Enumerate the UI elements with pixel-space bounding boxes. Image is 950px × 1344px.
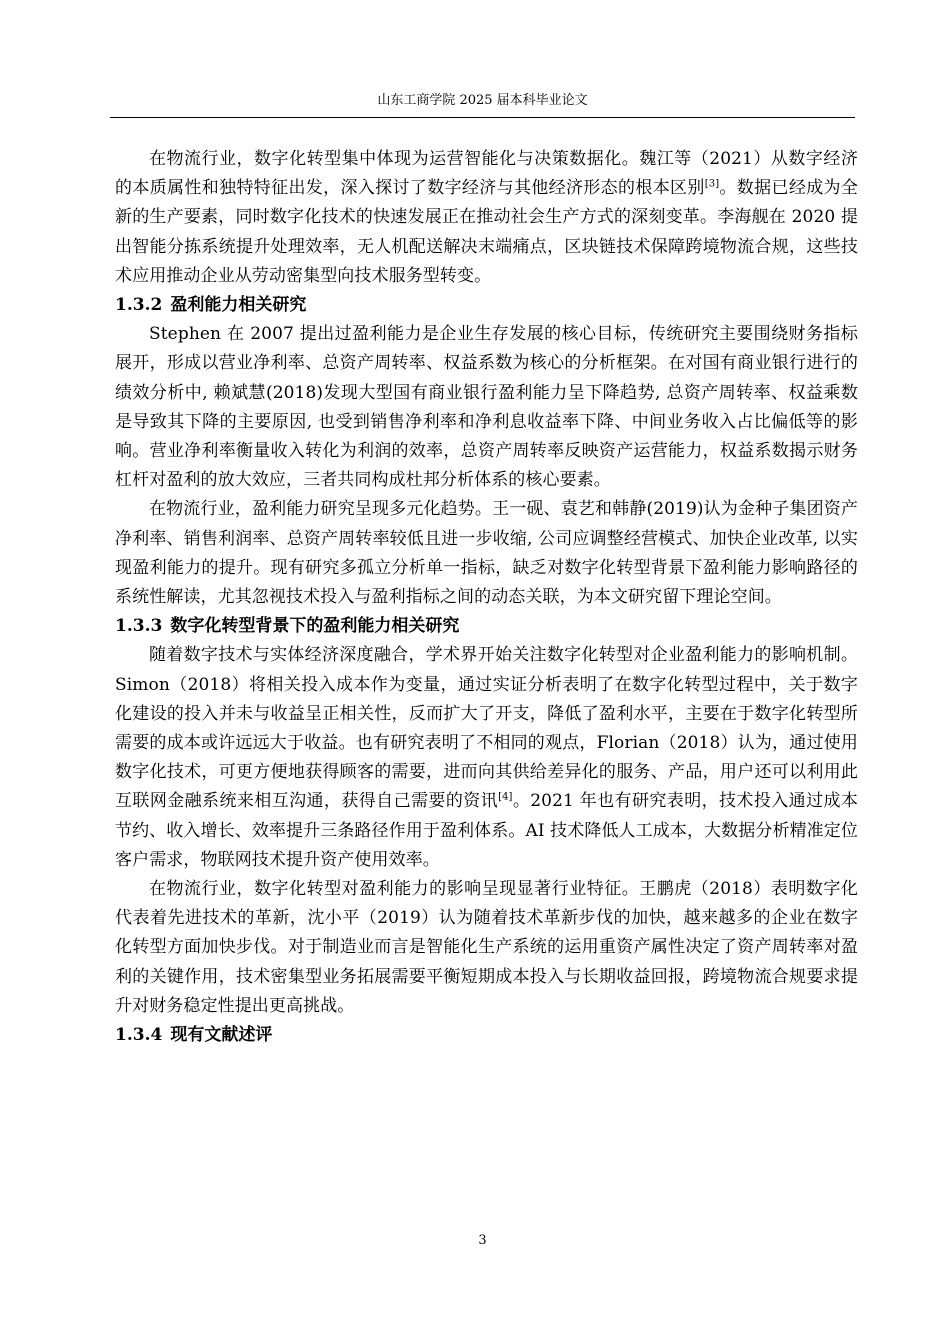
paragraph-text: 。数据已经成为全新的生产要素，同时数字化技术的快速发展正在推动社会生产方式的深刻变革。李海舰在 2020 提出智能分拣系统提升处理效率，无人机配送解决末端痛点，区块链技术保障跨境物流合规，这些技术应用推动企业从劳动密集型向技术服务型转变。 bbox=[115, 178, 858, 286]
paragraph-text: 在物流行业，数字化转型集中体现为运营智能化与决策数据化。魏江等（2021）从数字经济的本质属性和独特特征出发，深入探讨了数字经济与其他经济形态的根本区别 bbox=[115, 149, 858, 199]
section-title: 数字化转型背景下的盈利能力相关研究 bbox=[170, 616, 460, 637]
paragraph-3: 在物流行业，盈利能力研究呈现多元化趋势。王一砚、袁艺和韩静(2019)认为金种子集团资产净利率、销售利润率、总资产周转率较低且进一步收缩, 公司应调整经营模式、加快企业改革, 以实现盈利能力的提升。现有研究多孤立分析单一指标，缺乏对数字化转型背景下盈利能力影响路径的系统性解读，尤其忽视技术投入与盈利指标之间的动态关联，为本文研究留下理论空间。 bbox=[115, 499, 858, 608]
paragraph-text: 。2021 年也有研究表明，技术投入通过成本节约、收入增长、效率提升三条路径作用于盈利体系。AI 技术降低人工成本，大数据分析精准定位客户需求，物联网技术提升资产使用效率。 bbox=[115, 791, 859, 870]
paragraph-text: 随着数字技术与实体经济深度融合，学术界开始关注数字化转型对企业盈利能力的影响机制。Simon（2018）将相关投入成本作为变量，通过实证分析表明了在数字化转型过程中，关于数字化建设的投入并未与收益呈正相关性，反而扩大了开支，降低了盈利水平，主要在于数字化转型所需要的成本或许远远大于收益。也有研究表明了不相同的观点，Florian（2018）认为，通过使用数字化技术，可更方便地获得顾客的需要，进而向其供给差异化的服务、产品，用户还可以利用此互联网金融系统来相互沟通，获得自己需要的资讯 bbox=[115, 645, 858, 812]
section-heading-1-3-4 bbox=[115, 1021, 858, 1050]
section-number: 1.3.4 bbox=[115, 1025, 163, 1046]
citation-ref: [3] bbox=[704, 178, 720, 190]
paragraph-1 bbox=[115, 145, 858, 291]
page-number: 3 bbox=[478, 1233, 487, 1248]
section-heading-1-3-2 bbox=[115, 291, 858, 320]
header-divider bbox=[110, 117, 855, 118]
section-heading-1-3-3 bbox=[115, 612, 858, 641]
paragraph-2: Stephen 在 2007 提出过盈利能力是企业生存发展的核心目标，传统研究主要围绕财务指标展开，形成以营业净利率、总资产周转率、权益系数为核心的分析框架。在对国有商业银行进行的绩效分析中, 赖斌慧(2018)发现大型国有商业银行盈利能力呈下降趋势, 总资产周转率、权益乘数是导致其下降的主要原因, 也受到销售净利率和净利息收益率下降、中间业务收入占比偏低等的影响。营业净利率衡量收入转化为利润的效率，总资产周转率反映资产运营能力，权益系数揭示财务杠杆对盈利的放大效应，三者共同构成杜邦分析体系的核心要素。 bbox=[115, 324, 858, 491]
citation-ref: [4] bbox=[498, 791, 513, 803]
running-header: 山东工商学院 2025 届本科毕业论文 bbox=[377, 93, 588, 108]
paragraph-4 bbox=[115, 641, 858, 875]
section-title: 盈利能力相关研究 bbox=[170, 295, 307, 316]
paragraph-5: 在物流行业，数字化转型对盈利能力的影响呈现显著行业特征。王鹏虎（2018）表明数字化代表着先进技术的革新，沈小平（2019）认为随着技术革新步伐的加快，越来越多的企业在数字化转型方面加快步伐。对于制造业而言是智能化生产系统的运用重资产属性决定了资产周转率对盈利的关键作用，技术密集型业务拓展需要平衡短期成本投入与长期收益回报，跨境物流合规要求提升对财务稳定性提出更高挑战。 bbox=[115, 879, 858, 1016]
document-body bbox=[115, 145, 858, 1050]
section-number: 1.3.2 bbox=[115, 295, 163, 316]
section-number: 1.3.3 bbox=[115, 616, 163, 637]
section-title: 现有文献述评 bbox=[170, 1025, 273, 1046]
